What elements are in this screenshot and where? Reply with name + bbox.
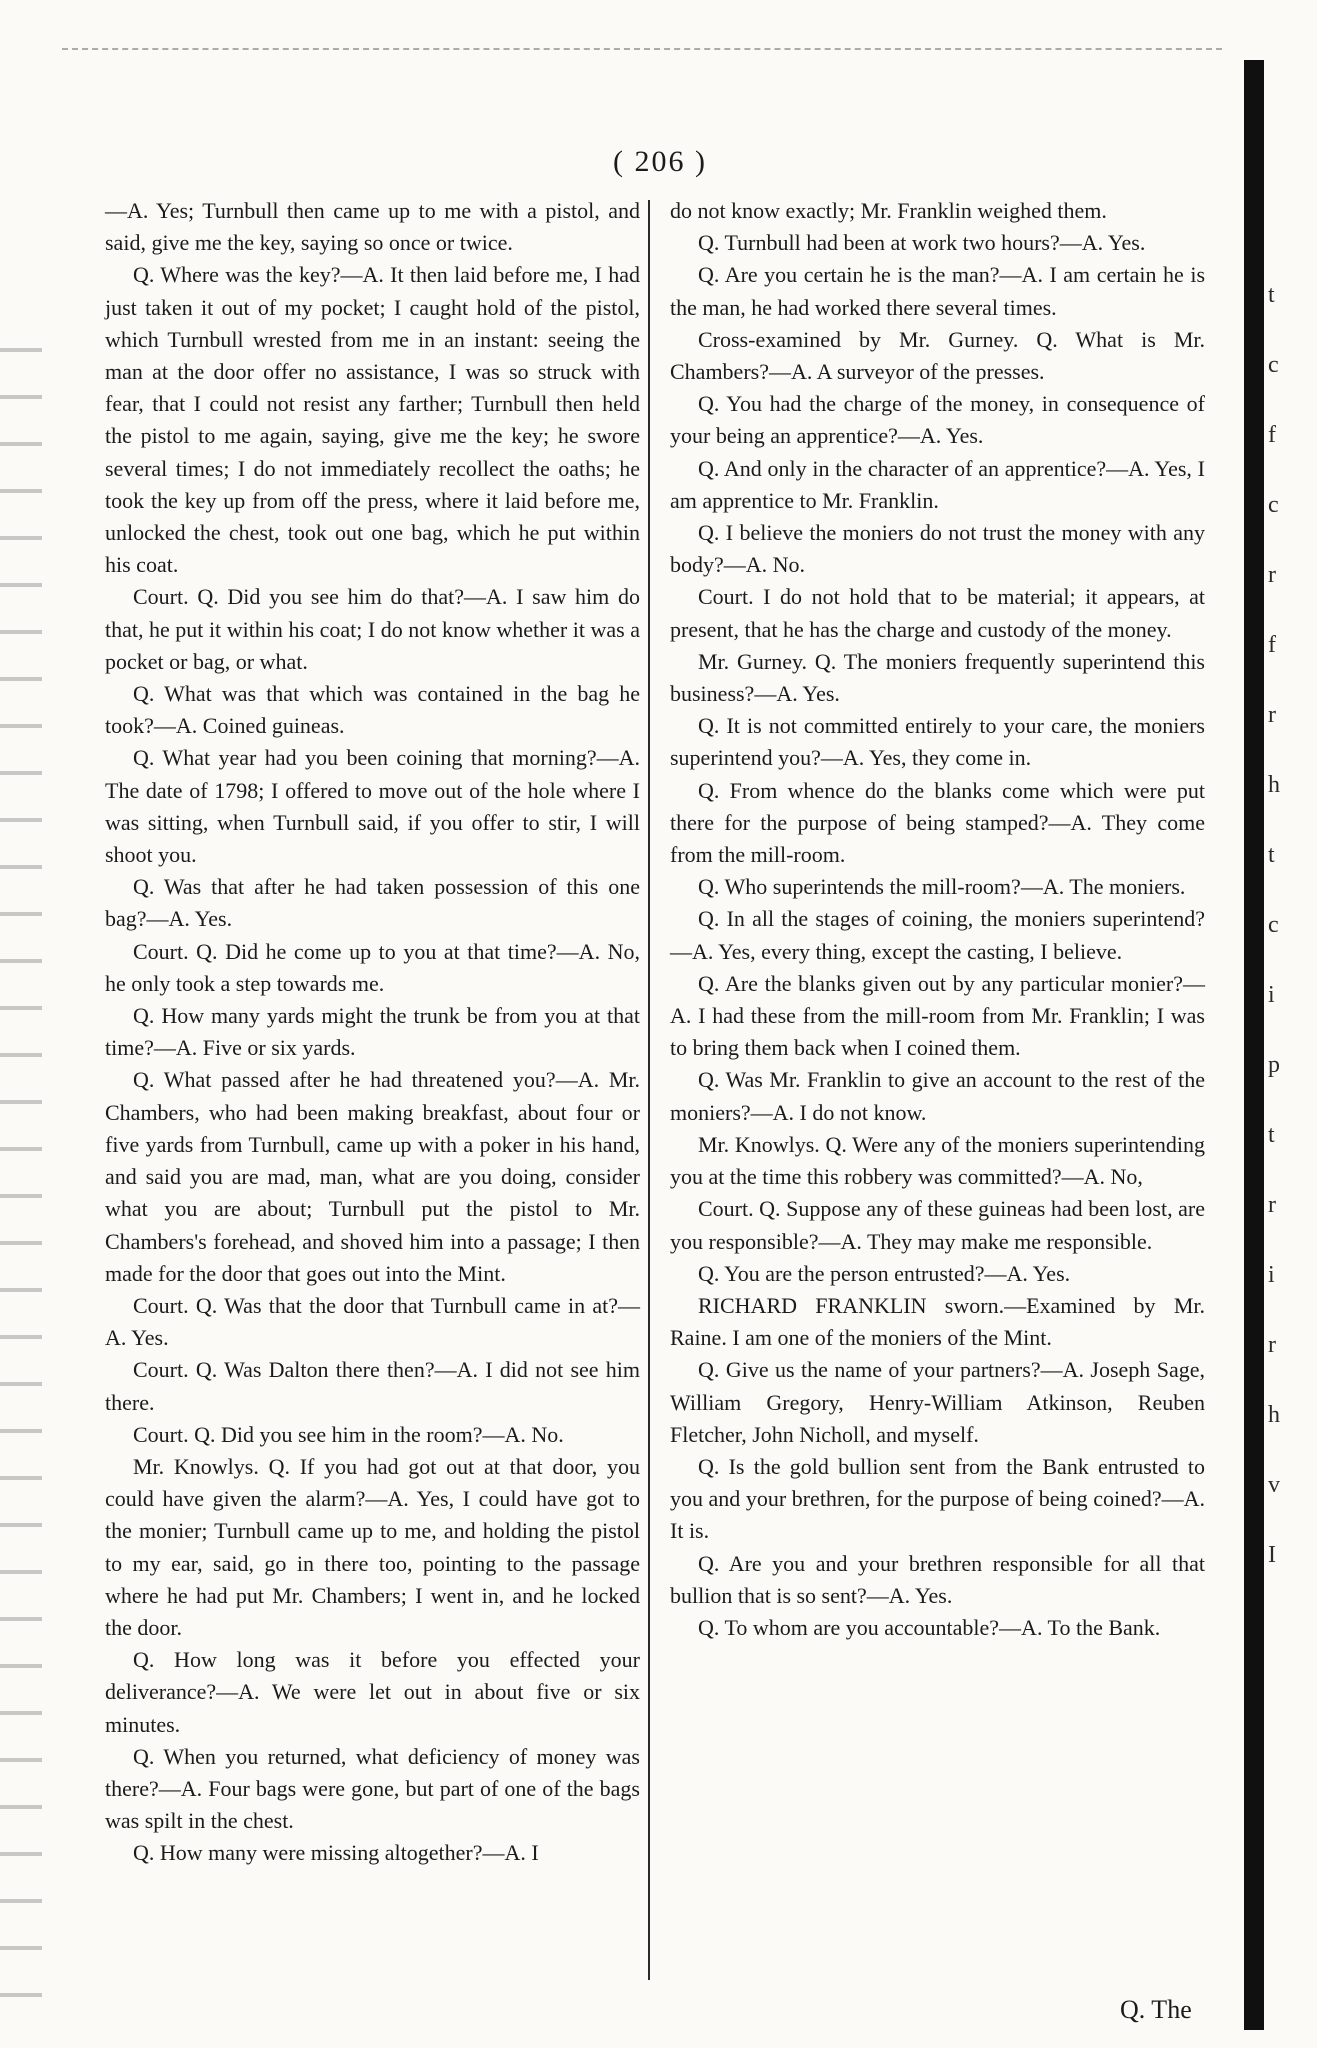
paragraph: Q. Where was the key?—A. It then laid before me, I had just taken it out of my pocket; I caught hold of the pistol, which Turnbull wrested from me in an instant: seeing the man at the door offer no assistance, I was so struck with fear, that I could not resist any farther; Turnbull then held the pistol to me again, saying, give me the key; he swore several times; I do not immediately recollect the oaths; he took the key up from off the press, where it laid before me, unlocked the chest, took out one bag, which he put within his coat. — [105, 262, 640, 578]
page-number: ( 206 ) — [613, 145, 707, 178]
paragraph: Q. How long was it before you effected your deliverance?—A. We were let out in about five or six minutes. — [105, 1647, 640, 1737]
catchword: Q. The — [1120, 1995, 1192, 2024]
bleed-letter: f — [1268, 632, 1276, 658]
bleed-letter: r — [1268, 1332, 1276, 1358]
paragraph: Q. From whence do the blanks come which were put there for the purpose of being stamped?—A. They come from the mill-room. — [670, 777, 1205, 868]
paragraph: Q. Are you and your brethren responsible for all that bullion that is so sent?—A. Yes. — [670, 1550, 1205, 1608]
bleed-letter: c — [1268, 352, 1279, 378]
paragraph: Q. In all the stages of coining, the moniers superintend?—A. Yes, every thing, except the casting, I believe. — [670, 906, 1205, 964]
bleed-letter: t — [1268, 1122, 1275, 1148]
bleed-letter: i — [1268, 1262, 1275, 1288]
paragraph: Court. Q. Did he come up to you at that time?—A. No, he only took a step towards me. — [105, 938, 640, 996]
right-column — [670, 195, 1205, 1644]
paragraph: Q. Turnbull had been at work two hours?—A. Yes. — [698, 230, 1146, 256]
bleed-letter: t — [1268, 282, 1275, 308]
paragraph: Q. Are you certain he is the man?—A. I am certain he is the man, he had worked there several times. — [670, 262, 1205, 320]
paragraph: Court. Q. Did you see him in the room?—A. No. — [133, 1421, 564, 1447]
facing-page-bleed — [1268, 260, 1308, 2020]
binding-shadow — [1244, 60, 1264, 2030]
bleed-letter: h — [1268, 772, 1280, 798]
paragraph: Court. I do not hold that to be material; it appears, at present, that he has the charge and custody of the money. — [670, 584, 1205, 642]
bleed-letter: c — [1268, 912, 1279, 938]
paragraph: Q. And only in the character of an apprentice?—A. Yes, I am apprentice to Mr. Franklin. — [670, 455, 1205, 513]
bleed-letter: h — [1268, 1402, 1280, 1428]
paragraph: Q. Was that after he had taken possession of this one bag?—A. Yes. — [105, 874, 640, 932]
top-rule — [62, 48, 1222, 50]
paragraph: RICHARD FRANKLIN sworn.—Examined by Mr. Raine. I am one of the moniers of the Mint. — [670, 1292, 1205, 1351]
paragraph: Court. Q. Did you see him do that?—A. I saw him do that, he put it within his coat; I do not know whether it was a pocket or bag, or what. — [105, 584, 640, 674]
bleed-letter: p — [1268, 1052, 1280, 1078]
scan-edge-left — [0, 330, 42, 2020]
paragraph: Court. Q. Suppose any of these guineas had been lost, are you responsible?—A. They may make me responsible. — [670, 1196, 1205, 1254]
bleed-letter: i — [1268, 982, 1275, 1008]
paragraph: Q. Was Mr. Franklin to give an account to the rest of the moniers?—A. I do not know. — [670, 1067, 1205, 1125]
paragraph: Mr. Gurney. Q. The moniers frequently superintend this business?—A. Yes. — [670, 648, 1205, 707]
bleed-letter: c — [1268, 492, 1279, 518]
bleed-letter: r — [1268, 702, 1276, 728]
left-column — [105, 195, 640, 1870]
paragraph: Q. How many were missing altogether?—A. I — [133, 1840, 539, 1866]
paragraph: Q. Is the gold bullion sent from the Bank entrusted to you and your brethren, for the purpose of being coined?—A. It is. — [670, 1453, 1205, 1544]
paragraph: Q. You had the charge of the money, in consequence of your being an apprentice?—A. Yes. — [670, 391, 1205, 449]
paragraph: Q. What was that which was contained in the bag he took?—A. Coined guineas. — [105, 681, 640, 739]
bleed-letter: v — [1268, 1472, 1280, 1498]
paragraph: Court. Q. Was that the door that Turnbull came in at?—A. Yes. — [105, 1292, 640, 1351]
paragraph: Q. Who superintends the mill-room?—A. The moniers. — [698, 874, 1186, 900]
column-divider — [648, 200, 650, 1980]
paragraph: Q. I believe the moniers do not trust the money with any body?—A. No. — [670, 520, 1205, 578]
paragraph: Q. Give us the name of your partners?—A. Joseph Sage, William Gregory, Henry-William Atkinson, Reuben Fletcher, John Nicholl, and myself. — [670, 1357, 1205, 1447]
paragraph: —A. Yes; Turnbull then came up to me with a pistol, and said, give me the key, saying so once or twice. — [105, 198, 640, 256]
paragraph: Mr. Knowlys. Q. If you had got out at that door, you could have given the alarm?—A. Yes, I could have got to the monier; Turnbull came up to me, and holding the pistol to my ear, said, go in there too, pointing to the passage where he had put Mr. Chambers; I went in, and he locked the door. — [105, 1453, 640, 1640]
bleed-letter: r — [1268, 1192, 1276, 1218]
paragraph: Q. It is not committed entirely to your care, the moniers superintend you?—A. Yes, they come in. — [670, 713, 1205, 771]
bleed-letter: t — [1268, 842, 1275, 868]
paragraph: Q. You are the person entrusted?—A. Yes. — [698, 1260, 1071, 1286]
paragraph: Court. Q. Was Dalton there then?—A. I did not see him there. — [105, 1357, 640, 1415]
paragraph: Q. What passed after he had threatened you?—A. Mr. Chambers, who had been making breakfast, about four or five yards from Turnbull, came up with a poker in his hand, and said you are mad, man, what are you doing, consider what you are about; Turnbull put the pistol to Mr. Chambers's forehead, and shoved him into a passage; I then made for the door that goes out into the Mint. — [105, 1067, 640, 1286]
paragraph: Q. Are the blanks given out by any particular monier?—A. I had these from the mill-room from Mr. Franklin; I was to bring them back when I coined them. — [670, 970, 1205, 1061]
paragraph: Cross-examined by Mr. Gurney. Q. What is Mr. Chambers?—A. A surveyor of the presses. — [670, 326, 1205, 385]
paragraph: do not know exactly; Mr. Franklin weighed them. — [670, 198, 1107, 223]
paragraph: Mr. Knowlys. Q. Were any of the moniers superintending you at the time this robbery was committed?—A. No, — [670, 1131, 1205, 1190]
paragraph: Q. How many yards might the trunk be from you at that time?—A. Five or six yards. — [105, 1003, 640, 1061]
bleed-letter: r — [1268, 562, 1276, 588]
bleed-letter: I — [1268, 1542, 1276, 1568]
paragraph: Q. When you returned, what deficiency of money was there?—A. Four bags were gone, but part of one of the bags was spilt in the chest. — [105, 1743, 640, 1834]
paragraph: Q. What year had you been coining that morning?—A. The date of 1798; I offered to move out of the hole where I was sitting, when Turnbull said, if you offer to stir, I will shoot you. — [105, 745, 640, 868]
paragraph: Q. To whom are you accountable?—A. To the Bank. — [698, 1614, 1161, 1640]
bleed-letter: f — [1268, 422, 1276, 448]
